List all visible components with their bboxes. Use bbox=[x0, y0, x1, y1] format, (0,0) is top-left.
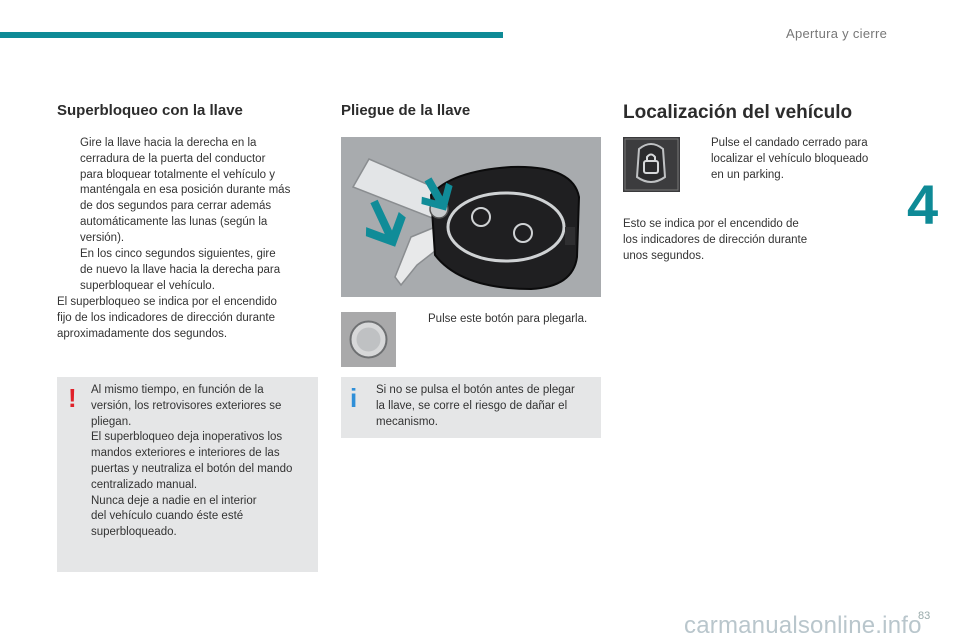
superbloqueo-bullet-1: Gire la llave hacia la derecha en la cerradura de la puerta del conductor para bloquear totalmente el vehículo y manténgala en esa posición durante más de dos segundos para cerrar además automáticamente las lunas (según la versión). bbox=[80, 137, 291, 244]
chapter-number: 4 bbox=[907, 173, 939, 236]
pliegue-bullet: Pulse este botón para plegarla. bbox=[428, 313, 588, 325]
info-icon: i bbox=[350, 383, 358, 413]
superbloqueo-bullet-2: En los cinco segundos siguientes, gire de nuevo la llave hacia la derecha para superbloquear el vehículo. bbox=[80, 248, 281, 292]
header-accent-bar bbox=[0, 32, 503, 38]
localizacion-bullet: Pulse el candado cerrado para localizar el vehículo bloqueado en un parking. bbox=[711, 137, 869, 181]
pliegue-heading: Pliegue de la llave bbox=[341, 102, 471, 119]
lock-button-image bbox=[623, 137, 680, 192]
superbloqueo-heading: Superbloqueo con la llave bbox=[57, 102, 243, 119]
section-header-title: Apertura y cierre bbox=[786, 26, 888, 41]
localizacion-heading: Localización del vehículo bbox=[623, 102, 853, 123]
page-number: 83 bbox=[918, 610, 931, 622]
warning-icon: ! bbox=[68, 383, 77, 413]
key-fob-body-icon bbox=[430, 167, 579, 289]
fold-button-image bbox=[341, 312, 396, 367]
warning-text: Al mismo tiempo, en función de la versión, los retrovisores exteriores se pliegan. El superbloqueo deja inoperativos los mandos exteriores e interiores de las puertas y neutraliza el botón del mando centralizado manual. Nunca deje a nadie en el interior del vehículo cuando éste esté superbloqueado. bbox=[91, 384, 293, 539]
key-fob-illustration bbox=[341, 137, 601, 297]
info-text: Si no se pulsa el botón antes de plegar la llave, se corre el riesgo de dañar el mecanismo. bbox=[376, 384, 575, 428]
superbloqueo-paragraph: El superbloqueo se indica por el encendido fijo de los indicadores de dirección durante aproximadamente dos segundos. bbox=[57, 296, 277, 340]
watermark: carmanualsonline.info bbox=[684, 612, 922, 639]
fold-button-icon bbox=[351, 322, 387, 358]
localizacion-paragraph: Esto se indica por el encendido de los indicadores de dirección durante unos segundos. bbox=[623, 218, 808, 262]
lock-icon bbox=[637, 144, 665, 182]
